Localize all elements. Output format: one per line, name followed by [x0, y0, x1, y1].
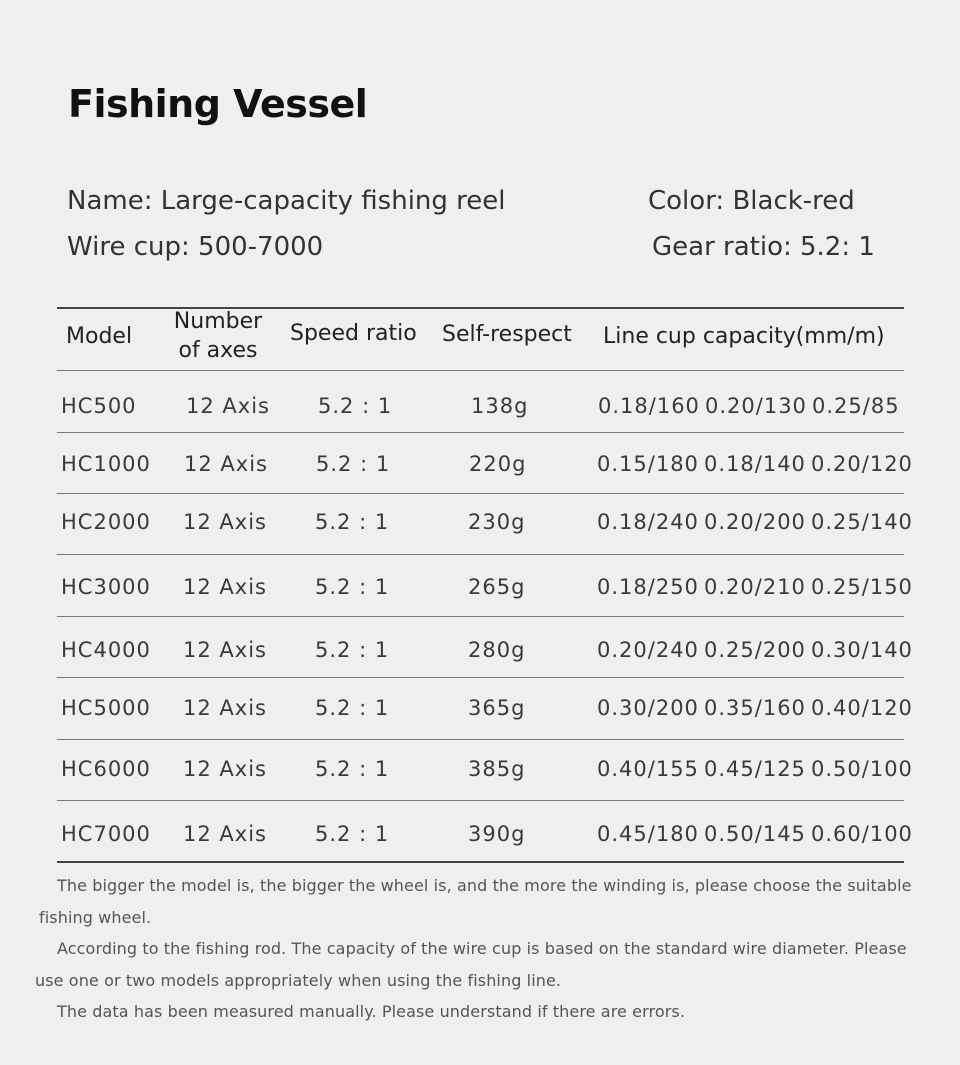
cell-capacity-3: 0.30/140	[811, 638, 913, 662]
cell-capacity-3: 0.50/100	[811, 757, 913, 781]
cell-weight: 365g	[468, 696, 526, 720]
cell-model: HC6000	[61, 757, 151, 781]
spec-color: Color: Black-red	[648, 186, 855, 216]
header-axes-line1: Number	[173, 309, 263, 334]
cell-capacity-1: 0.18/160	[598, 394, 700, 418]
cell-axes: 12 Axis	[183, 757, 267, 781]
row-divider	[57, 800, 904, 801]
cell-axes: 12 Axis	[186, 394, 270, 418]
page-title: Fishing Vessel	[68, 82, 368, 126]
header-speed-ratio: Speed ratio	[290, 321, 417, 346]
cell-weight: 230g	[468, 510, 526, 534]
note-line: According to the fishing rod. The capacity of the wire cup is based on the standard wire diameter. Please	[57, 939, 907, 958]
cell-capacity-3: 0.25/85	[812, 394, 900, 418]
cell-ratio: 5.2 : 1	[315, 510, 390, 534]
cell-model: HC2000	[61, 510, 151, 534]
cell-capacity-2: 0.35/160	[704, 696, 806, 720]
header-capacity: Line cup capacity(mm/m)	[603, 324, 885, 349]
spec-wire-cup: Wire cup: 500-7000	[67, 232, 324, 262]
cell-weight: 385g	[468, 757, 526, 781]
note-line: The bigger the model is, the bigger the wheel is, and the more the winding is, please choose the suitable	[57, 876, 912, 895]
cell-weight: 280g	[468, 638, 526, 662]
row-divider	[57, 677, 904, 678]
header-axes	[170, 308, 266, 365]
cell-capacity-3: 0.20/120	[811, 452, 913, 476]
cell-capacity-2: 0.45/125	[704, 757, 806, 781]
cell-weight: 220g	[469, 452, 527, 476]
header-model: Model	[66, 324, 133, 349]
cell-model: HC7000	[61, 822, 151, 846]
cell-weight: 265g	[468, 575, 526, 599]
cell-capacity-2: 0.25/200	[704, 638, 806, 662]
cell-capacity-1: 0.45/180	[597, 822, 699, 846]
cell-capacity-2: 0.20/200	[704, 510, 806, 534]
cell-capacity-2: 0.18/140	[704, 452, 806, 476]
cell-model: HC1000	[61, 452, 151, 476]
cell-model: HC500	[61, 394, 137, 418]
cell-capacity-3: 0.25/150	[811, 575, 913, 599]
cell-model: HC5000	[61, 696, 151, 720]
note-line: use one or two models appropriately when using the fishing line.	[35, 971, 562, 990]
cell-capacity-3: 0.25/140	[811, 510, 913, 534]
cell-capacity-3: 0.40/120	[811, 696, 913, 720]
table-bottom-rule	[57, 861, 904, 863]
cell-ratio: 5.2 : 1	[316, 452, 391, 476]
row-divider	[57, 616, 904, 617]
cell-ratio: 5.2 : 1	[315, 757, 390, 781]
cell-capacity-1: 0.40/155	[597, 757, 699, 781]
cell-axes: 12 Axis	[183, 575, 267, 599]
row-divider	[57, 493, 904, 494]
header-axes-line2: of axes	[178, 337, 258, 363]
note-line: fishing wheel.	[39, 908, 152, 927]
cell-ratio: 5.2 : 1	[315, 575, 390, 599]
cell-weight: 138g	[471, 394, 529, 418]
cell-ratio: 5.2 : 1	[315, 638, 390, 662]
cell-capacity-2: 0.20/210	[704, 575, 806, 599]
cell-capacity-3: 0.60/100	[811, 822, 913, 846]
cell-capacity-2: 0.20/130	[705, 394, 807, 418]
cell-model: HC3000	[61, 575, 151, 599]
cell-ratio: 5.2 : 1	[315, 822, 390, 846]
spec-name: Name: Large-capacity fishing reel	[67, 186, 506, 216]
note-line: The data has been measured manually. Please understand if there are errors.	[57, 1002, 686, 1021]
cell-capacity-1: 0.30/200	[597, 696, 699, 720]
cell-axes: 12 Axis	[183, 696, 267, 720]
cell-capacity-1: 0.18/250	[597, 575, 699, 599]
cell-capacity-2: 0.50/145	[704, 822, 806, 846]
cell-axes: 12 Axis	[184, 452, 268, 476]
cell-capacity-1: 0.20/240	[597, 638, 699, 662]
cell-capacity-1: 0.15/180	[597, 452, 699, 476]
cell-capacity-1: 0.18/240	[597, 510, 699, 534]
header-self-respect: Self-respect	[442, 322, 572, 347]
row-divider	[57, 554, 904, 555]
cell-ratio: 5.2 : 1	[315, 696, 390, 720]
header-divider	[57, 370, 904, 371]
spec-gear-ratio: Gear ratio: 5.2: 1	[652, 232, 875, 262]
cell-axes: 12 Axis	[183, 638, 267, 662]
cell-ratio: 5.2 : 1	[318, 394, 393, 418]
cell-weight: 390g	[468, 822, 526, 846]
cell-axes: 12 Axis	[183, 822, 267, 846]
cell-axes: 12 Axis	[183, 510, 267, 534]
row-divider	[57, 432, 904, 433]
row-divider	[57, 739, 904, 740]
cell-model: HC4000	[61, 638, 151, 662]
